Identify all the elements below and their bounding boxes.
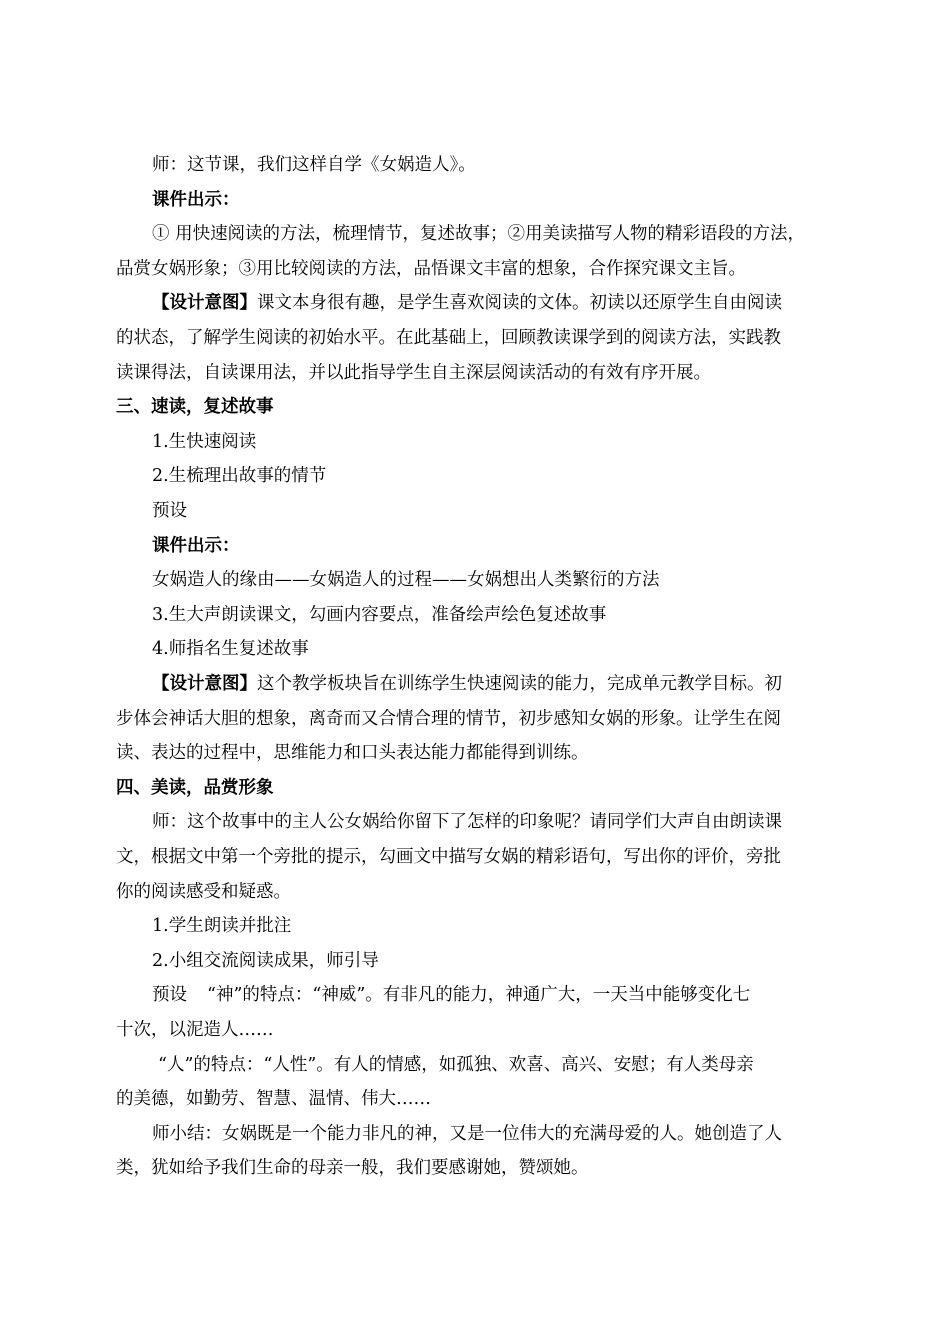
courseware-heading-2: 课件出示：: [152, 536, 240, 556]
design-intent-paragraph-1: [152, 289, 860, 317]
design-intent-line-2: 的状态，了解学生阅读的初始水平。在此基础上，回顾教读课学到的阅读方法，实践教: [116, 328, 781, 348]
plot-outline-line: 女娲造人的缘由——女娲造人的过程——女娲想出人类繁衍的方法: [152, 570, 660, 590]
courseware-item-line-2: 品赏女娲形象；③用比较阅读的方法，品悟课文丰富的想象，合作探究课文主旨。: [116, 259, 746, 279]
design-intent-text: 这个教学板块旨在训练学生快速阅读的能力，完成单元教学目标。初: [257, 674, 782, 694]
preset-label: 预设: [152, 501, 187, 521]
step-item-4: 4.师指名生复述故事: [152, 639, 309, 659]
step-item-1: 1.生快速阅读: [152, 432, 257, 452]
teacher-question-line-1: 师：这个故事中的主人公女娲给你留下了怎样的印象呢？请同学们大声自由朗读课: [152, 812, 782, 832]
design-intent-2-line-3: 读、表达的过程中，思维能力和口头表达能力都能得到训练。: [116, 743, 589, 763]
design-intent-paragraph-2: [152, 670, 860, 698]
design-intent-line-3: 读课得法，自读课用法，并以此指导学生自主深层阅读活动的有效有序开展。: [116, 363, 711, 383]
section-heading-4: 四、美读，品赏形象: [116, 778, 274, 798]
teacher-summary-line-1: 师小结：女娲既是一个能力非凡的神，又是一位伟大的充满母爱的人。她创造了人: [152, 1124, 782, 1144]
step-item-3: 3.生大声朗读课文，勾画内容要点，准备绘声绘色复述故事: [152, 605, 607, 625]
preset-god-trait-line-2: 十次，以泥造人……: [116, 1020, 274, 1040]
god-trait-text: “神”的特点：“神威”。有非凡的能力，神通广大，一天当中能够变化七: [207, 985, 751, 1005]
human-trait-line-1: “人”的特点：“人性”。有人的情感，如孤独、欢喜、高兴、安慰；有人类母亲: [158, 1055, 754, 1075]
section-heading-3: 三、速读，复述故事: [116, 397, 274, 417]
design-intent-text: 课文本身很有趣，是学生喜欢阅读的文体。初读以还原学生自由阅读: [257, 293, 782, 313]
preset-god-trait-line-1: [152, 981, 860, 1009]
design-intent-tag: 【设计意图】: [152, 293, 257, 313]
teacher-intro-line: 师：这节课，我们这样自学《女娲造人》。: [152, 155, 476, 175]
teacher-question-line-2: 文，根据文中第一个旁批的提示，勾画文中描写女娲的精彩语句，写出你的评价，旁批: [116, 847, 781, 867]
step-item-2: 2.生梳理出故事的情节: [152, 466, 327, 486]
step-item-6: 2.小组交流阅读成果，师引导: [152, 951, 379, 971]
design-intent-2-line-2: 步体会神话大胆的想象，离奇而又合情合理的情节，初步感知女娲的形象。让学生在阅: [116, 709, 781, 729]
teacher-question-line-3: 你的阅读感受和疑惑。: [116, 882, 291, 902]
courseware-item-line-1: ① 用快速阅读的方法，梳理情节，复述故事；②用美读描写人物的精彩语段的方法，: [152, 224, 806, 244]
human-trait-line-2: 的美德，如勤劳、智慧、温情、伟大……: [116, 1089, 431, 1109]
preset-label-inline: 预设: [152, 985, 187, 1005]
courseware-heading-1: 课件出示：: [152, 190, 240, 210]
teacher-summary-line-2: 类，犹如给予我们生命的母亲一般，我们要感谢她，赞颂她。: [116, 1158, 589, 1178]
design-intent-tag: 【设计意图】: [152, 674, 257, 694]
step-item-5: 1.学生朗读并批注: [152, 916, 292, 936]
